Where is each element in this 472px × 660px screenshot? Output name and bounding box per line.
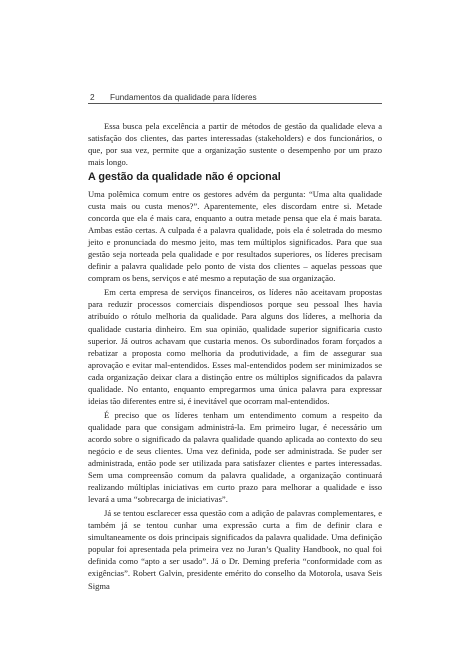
body-paragraph: Em certa empresa de serviços financeiros, os líderes não aceitavam propostas para reduzir processos comerciais dispendiosos porque seu pessoal lhes havia atribuído o rótulo melhoria da qualidade. Para alguns dos líderes, a melhoria da qualidade custaria dinheiro. Em sua opinião, qualidade superior significaria custo superior. Já outros achavam que custaria menos. Os subordinados foram forçados a rebatizar a proposta como melhoria da produtividade, a fim de assegurar sua aprovação e evitar mal-entendidos. Esses mal-entendidos podem ser minimizados se cada organização deixar clara a distinção entre os múltiplos significados da palavra qualidade. No entanto, enquanto empregarmos uma única palavra para expressar ideias tão diferentes entre si, é inevitável que ocorram mal-entendidos. [88, 287, 382, 406]
section-body [88, 188, 382, 592]
running-title: Fundamentos da qualidade para líderes [110, 92, 257, 102]
body-paragraph: Já se tentou esclarecer essa questão com a adição de palavras complementares, e também já se tentou cunhar uma expressão curta a fim de definir clara e simultaneamente os dois principais significados da palavra qualidade. Uma definição popular foi apresentada pela primeira vez no Juran’s Quality Handbook, no qual foi definida como “apto a ser usado”. Já o Dr. Deming preferia “conformidade com as exigências”. Robert Galvin, presidente emérito do conselho da Motorola, usava Seis Sigma [88, 508, 382, 591]
running-header [90, 92, 382, 102]
body-paragraph: É preciso que os líderes tenham um entendimento comum a respeito da qualidade para que consigam administrá-la. Em primeiro lugar, é necessário um acordo sobre o significado da palavra qualidade quando aplicada ao contexto do seu negócio e de seus clientes. Uma vez definida, pode ser administrada. Se puder ser administrada, então pode ser utilizada para satisfazer clientes e partes interessadas. Sem uma compreensão comum da palavra qualidade, a organização continuará realizando múltiplas iniciativas em curto prazo para melhorar a qualidade e isso levará a uma “sobrecarga de iniciativas”. [88, 409, 382, 505]
page-number: 2 [90, 92, 95, 102]
intro-paragraph: Essa busca pela excelência a partir de métodos de gestão da qualidade eleva a satisfação dos clientes, das partes interessadas (stakeholders) e dos funcionários, o que, por sua vez, permite que a organização sustente o desempenho por um prazo mais longo. [88, 121, 382, 168]
header-rule [88, 103, 382, 104]
section-heading: A gestão da qualidade não é opcional [88, 171, 281, 183]
body-paragraph: Uma polêmica comum entre os gestores advém da pergunta: “Uma alta qualidade custa mais ou custa menos?”. Aparentemente, eles discordam entre si. Metade concorda que ela é mais cara, enquanto a outra metade pensa que ela é mais barata. Ambas estão certas. A culpada é a palavra qualidade, pois ela é soletrada do mesmo jeito e pronunciada do mesmo jeito, mas tem múltiplos significados. Para que sua gestão seja norteada pela qualidade e por resultados superiores, os líderes precisam definir a palavra qualidade pelo ponto de vista dos clientes – aquelas pessoas que compram os bens, serviços e até mesmo a reputação de sua organização. [88, 189, 382, 284]
